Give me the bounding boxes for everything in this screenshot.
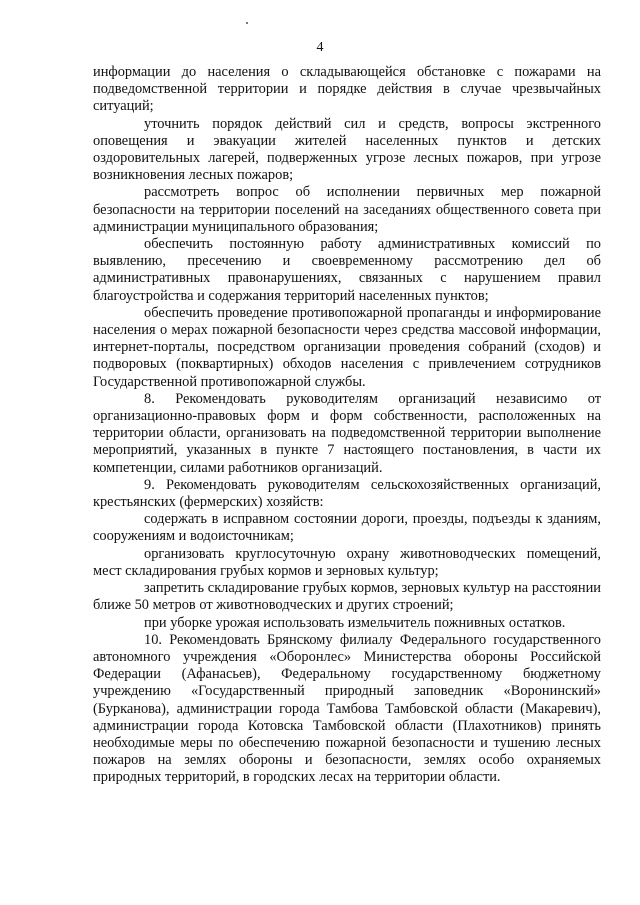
paragraph-livestock-guard: организовать круглосуточную охрану животноводческих помещений, мест складирования грубых кормов и зерновых культур; bbox=[93, 545, 601, 579]
scan-speck bbox=[246, 22, 248, 24]
paragraph-storage-ban: запретить складирование грубых кормов, зерновых культур на расстоянии ближе 50 метров от животноводческих и других строений; bbox=[93, 580, 601, 614]
document-body bbox=[93, 64, 601, 787]
page-number: 4 bbox=[316, 40, 324, 55]
paragraph-evacuation-procedure: уточнить порядок действий сил и средств, вопросы экстренного оповещения и эвакуации жителей населенных пунктов и детских оздоровительных лагерей, подверженных угрозе лесных пожаров, при угрозе возникновения лесных пожаров; bbox=[93, 115, 601, 184]
paragraph-fire-propaganda: обеспечить проведение противопожарной пропаганды и информирование населения о мерах пожарной безопасности через средства массовой информации, интернет-порталы, посредством организации проведения собраний (сходов) и подворовых (поквартирных) обходов населения с привлечением сотрудников Государственной противопожарной службы. bbox=[93, 304, 601, 390]
paragraph-administrative-commissions: обеспечить постоянную работу административных комиссий по выявлению, пресечению и своевременному рассмотрению дел об административных правонарушениях, связанных с нарушением правил благоустройства и содержания территорий населенных пунктов; bbox=[93, 236, 601, 304]
paragraph-continuation: информации до населения о складывающейся обстановке с пожарами на подведомственной территории и порядке действия в случае чрезвычайных ситуаций; bbox=[93, 64, 601, 115]
paragraph-item-10: 10. Рекомендовать Брянскому филиалу Федерального государственного автономного учреждения «Оборонлес» Министерства обороны Российской Федерации (Афанасьев), Федеральному государственному бюджетному учреждению «Государственный природный заповедник «Воронинский» (Бурканова), администрации города Тамбова Тамбовской области (Макаревич), администрации города Котовска Тамбовской области (Плахотников) принять необходимые меры по обеспечению пожарной безопасности и тушению лесных пожаров на землях обороны и безопасности, землях особо охраняемых природных территорий, в городских лесах на территории области. bbox=[93, 631, 601, 786]
paragraph-harvest: при уборке урожая использовать измельчитель пожнивных остатков. bbox=[144, 614, 566, 631]
paragraph-item-9: 9. Рекомендовать руководителям сельскохозяйственных организаций, крестьянских (фермерских) хозяйств: bbox=[93, 476, 601, 511]
paragraph-item-8: 8. Рекомендовать руководителям организаций независимо от организационно-правовых форм и форм собственности, расположенных на территории области, организовать на подведомственной территории выполнение мероприятий, указанных в пункте 7 настоящего постановления, в части их компетенции, силами работников организаций. bbox=[93, 390, 601, 476]
paragraph-public-council: рассмотреть вопрос об исполнении первичных мер пожарной безопасности на территории поселений на заседаниях общественного совета при администрации муниципального образования; bbox=[93, 184, 601, 235]
paragraph-roads: содержать в исправном состоянии дороги, проезды, подъезды к зданиям, сооружениям и водоисточникам; bbox=[93, 511, 601, 545]
